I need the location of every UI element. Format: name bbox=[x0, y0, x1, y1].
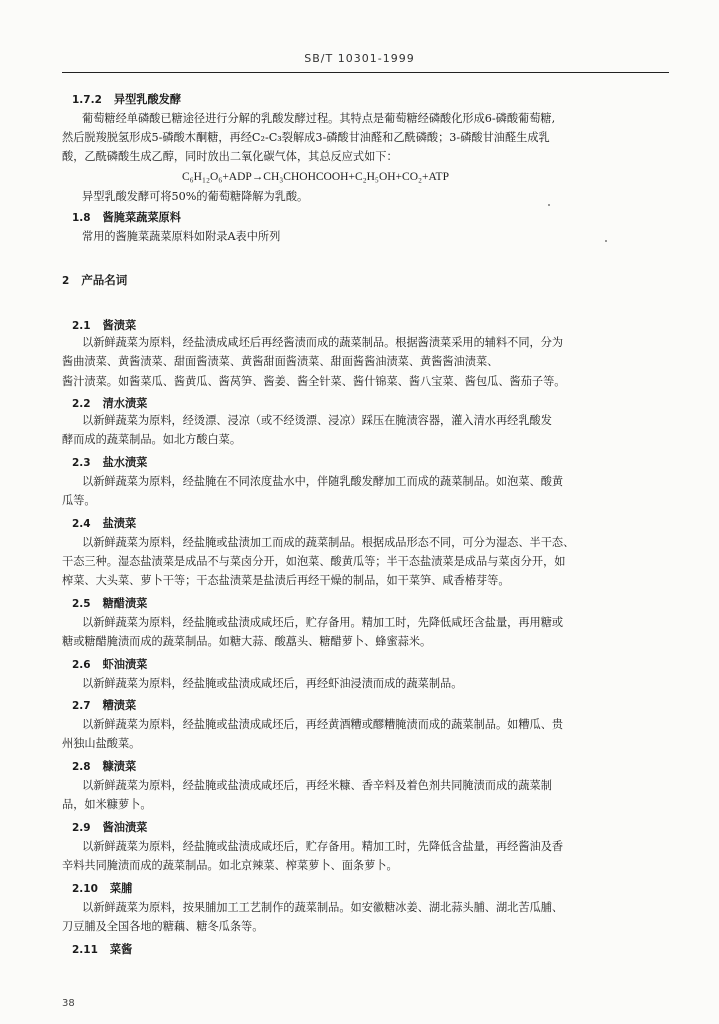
clause-number: 1.8 bbox=[72, 212, 91, 224]
paragraph-line: 以新鲜蔬菜为原料，按果脯加工工艺制作的蔬菜制品。如安徽糖冰姜、湖北蒜头脯、湖北苦瓜脯、 bbox=[82, 901, 564, 914]
clause-number: 2.5 bbox=[72, 598, 91, 610]
clause-number: 2.9 bbox=[72, 822, 91, 834]
clause-number: 2.10 bbox=[72, 883, 98, 895]
clause-number: 2.7 bbox=[72, 700, 91, 712]
paragraph-line: 瓜等。 bbox=[62, 494, 96, 507]
clause-heading bbox=[72, 455, 147, 470]
clause-title: 糟渍菜 bbox=[102, 698, 137, 712]
clause-heading bbox=[72, 318, 136, 333]
paragraph-line: 酱汁渍菜。如酱菜瓜、酱黄瓜、酱莴笋、酱姜、酱全针菜、酱什锦菜、酱八宝菜、酱包瓜、酱茄子等。 bbox=[62, 375, 566, 388]
clause-number: 2.6 bbox=[72, 659, 91, 671]
clause-title: 异型乳酸发酵 bbox=[113, 92, 182, 106]
paragraph-line: 干态三种。湿态盐渍菜是成品不与菜卤分开，如泡菜、酸黄瓜等；半干态盐渍菜是成品与菜卤分开，如 bbox=[62, 555, 566, 568]
clause-heading bbox=[72, 942, 132, 957]
paragraph-line: 以新鲜蔬菜为原料，经盐腌或盐渍成咸坯后，再经虾油浸渍而成的蔬菜制品。 bbox=[82, 677, 463, 690]
clause-title: 盐水渍菜 bbox=[102, 455, 148, 469]
scan-speck bbox=[548, 204, 550, 206]
paragraph-line: 糖或糖醋腌渍而成的蔬菜制品。如糖大蒜、酸藠头、糖醋萝卜、蜂蜜蒜米。 bbox=[62, 635, 432, 648]
paragraph-line: 以新鲜蔬菜为原料，经盐渍成咸坯后再经酱渍而成的蔬菜制品。根据酱渍菜采用的辅料不同，分为 bbox=[82, 336, 564, 349]
standard-code: SB/T 10301-1999 bbox=[304, 52, 415, 65]
clause-title: 酱腌菜蔬菜原料 bbox=[102, 210, 181, 224]
clause-number: 2.2 bbox=[72, 398, 91, 410]
clause-number: 2.11 bbox=[72, 944, 98, 956]
clause-title: 清水渍菜 bbox=[102, 396, 148, 410]
clause-heading bbox=[72, 698, 136, 713]
clause-title: 菜酱 bbox=[109, 942, 133, 956]
clause-number: 2.3 bbox=[72, 457, 91, 469]
paragraph-line: 榨菜、大头菜、萝卜干等；干态盐渍菜是盐渍后再经干燥的制品，如干菜笋、咸香椿芽等。 bbox=[62, 574, 510, 587]
clause-heading bbox=[72, 92, 181, 107]
paragraph-line: 以新鲜蔬菜为原料，经盐腌或盐渍成咸坯后，再经米糠、香辛料及着色剂共同腌渍而成的蔬菜制 bbox=[82, 779, 552, 792]
clause-title: 菜脯 bbox=[109, 881, 133, 895]
clause-title: 酱油渍菜 bbox=[102, 820, 148, 834]
header-rule bbox=[62, 72, 669, 73]
clause-title: 糠渍菜 bbox=[102, 759, 137, 773]
paragraph-line: 以新鲜蔬菜为原料，经盐腌或盐渍成咸坯后，贮存备用。精加工时，先降低含盐量，再经酱油及香 bbox=[82, 840, 564, 853]
paragraph-line: 以新鲜蔬菜为原料，经盐腌或盐渍加工而成的蔬菜制品。根据成品形态不同，可分为湿态、半干态、 bbox=[82, 536, 575, 549]
clause-heading bbox=[72, 516, 136, 531]
paragraph-line: 酱曲渍菜、黄酱渍菜、甜面酱渍菜、黄酱甜面酱渍菜、甜面酱酱油渍菜、黄酱酱油渍菜、 bbox=[62, 355, 499, 368]
clause-number: 2.8 bbox=[72, 761, 91, 773]
page-number: 38 bbox=[62, 998, 75, 1009]
paragraph-line: 以新鲜蔬菜为原料，经盐腌在不同浓度盐水中，伴随乳酸发酵加工而成的蔬菜制品。如泡菜、酸黄 bbox=[82, 475, 564, 488]
paragraph-line: 然后脱羧脱氢形成5-磷酸木酮糖，再经C₂-C₃裂解成3-磷酸甘油醛和乙酰磷酸；3-磷酸甘油醛生成乳 bbox=[62, 131, 550, 144]
clause-title: 产品名词 bbox=[81, 273, 128, 287]
paragraph-line: 异型乳酸发酵可将50%的葡萄糖降解为乳酸。 bbox=[82, 190, 309, 203]
clause-number: 2 bbox=[62, 275, 70, 287]
clause-heading bbox=[72, 881, 132, 896]
clause-number: 2.4 bbox=[72, 518, 91, 530]
clause-title: 虾油渍菜 bbox=[102, 657, 148, 671]
paragraph-line: 酵而成的蔬菜制品。如北方酸白菜。 bbox=[62, 433, 242, 446]
clause-title: 酱渍菜 bbox=[102, 318, 137, 332]
paragraph-line: 州独山盐酸菜。 bbox=[62, 737, 141, 750]
clause-heading bbox=[72, 759, 136, 774]
paragraph-line: 常用的酱腌菜蔬菜原料如附录A表中所列 bbox=[82, 230, 281, 243]
paragraph-line: 酸，乙酰磷酸生成乙醇，同时放出二氧化碳气体，其总反应式如下： bbox=[62, 150, 398, 163]
reaction-formula: C₆H₁₂O₆+ADP→CH₃CHOHCOOH+C₂H₅OH+CO₂+ATP bbox=[182, 171, 449, 183]
scan-speck bbox=[605, 240, 607, 242]
paragraph-line: 辛料共同腌渍而成的蔬菜制品。如北京辣菜、榨菜萝卜、面条萝卜。 bbox=[62, 859, 398, 872]
paragraph-line: 以新鲜蔬菜为原料，经盐腌或盐渍成咸坯后，再经黄酒糟或醪糟腌渍而成的蔬菜制品。如糟瓜、贵 bbox=[82, 718, 564, 731]
clause-heading bbox=[72, 657, 147, 672]
clause-title: 糖醋渍菜 bbox=[102, 596, 148, 610]
paragraph-line: 以新鲜蔬菜为原料，经盐腌或盐渍成咸坯后，贮存备用。精加工时，先降低咸坯含盐量，再用糖或 bbox=[82, 616, 564, 629]
section-heading bbox=[62, 273, 127, 288]
paragraph-line: 以新鲜蔬菜为原料，经烫漂、浸凉（或不经烫漂、浸凉）踩压在腌渍容器，灌入清水再经乳酸发 bbox=[82, 414, 552, 427]
paragraph-line: 品，如米糠萝卜。 bbox=[62, 798, 152, 811]
paragraph-line: 葡萄糖经单磷酸已糖途径进行分解的乳酸发酵过程。其特点是葡萄糖经磷酸化形成6-磷酸葡萄糖, bbox=[82, 112, 556, 125]
paragraph-line: 刀豆脯及全国各地的糖藕、糖冬瓜条等。 bbox=[62, 920, 264, 933]
clause-number: 2.1 bbox=[72, 320, 91, 332]
clause-heading bbox=[72, 210, 181, 225]
clause-heading bbox=[72, 596, 147, 611]
clause-heading bbox=[72, 820, 147, 835]
clause-number: 1.7.2 bbox=[72, 94, 102, 106]
clause-title: 盐渍菜 bbox=[102, 516, 137, 530]
clause-heading bbox=[72, 396, 147, 411]
